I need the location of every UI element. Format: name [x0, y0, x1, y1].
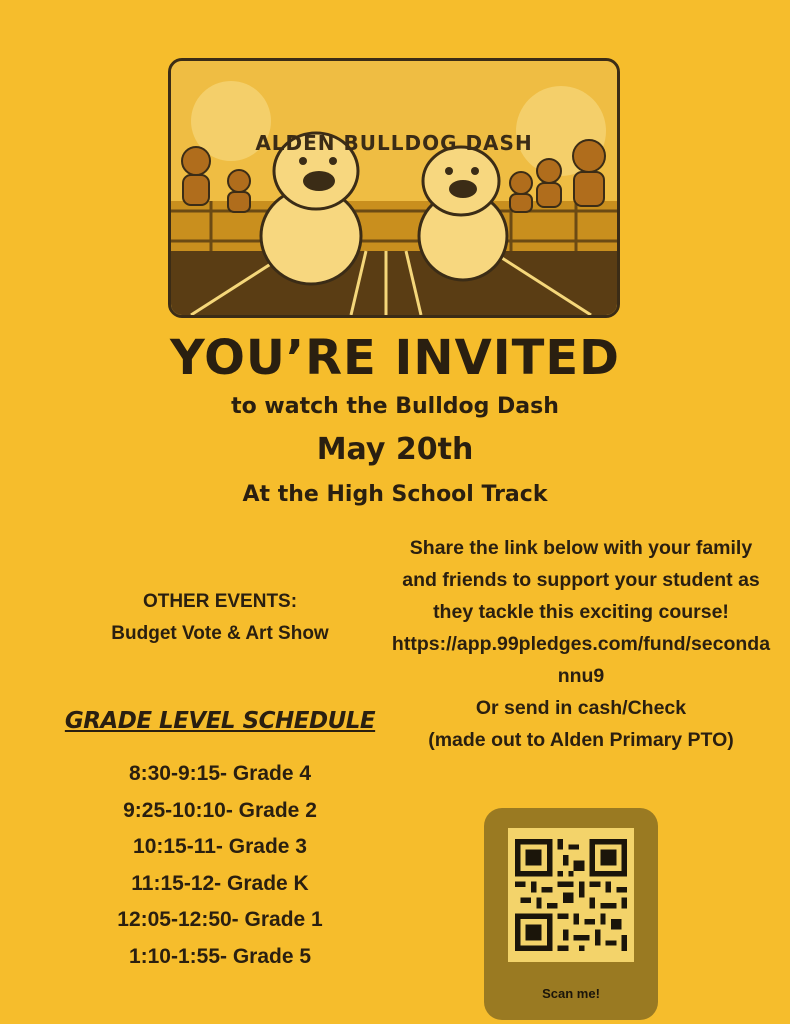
headline: YOU’RE INVITED: [170, 330, 620, 386]
grade-schedule: [60, 756, 380, 975]
payee-note: (made out to Alden Primary PTO): [428, 729, 734, 751]
schedule-title: GRADE LEVEL SCHEDULE: [64, 708, 376, 734]
schedule-item: 11:15-12- Grade K: [131, 871, 309, 895]
pledge-link[interactable]: https://app.99pledges.com/fund/secondannu9: [391, 633, 771, 687]
qr-code-icon: [515, 839, 627, 951]
qr-caption: Scan me!: [542, 986, 600, 1001]
subheadline: to watch the Bulldog Dash: [231, 394, 559, 419]
qr-code[interactable]: [508, 828, 634, 962]
bulldog-dash-illustration: [168, 58, 620, 318]
support-section: [390, 532, 772, 756]
schedule-item: 10:15-11- Grade 3: [133, 835, 307, 858]
other-events-text: Budget Vote & Art Show: [111, 623, 329, 644]
support-message: Share the link below with your family and friends to support your student as they tackle this exciting course!: [402, 537, 760, 623]
schedule-item: 12:05-12:50- Grade 1: [117, 908, 323, 931]
schedule-item: 1:10-1:55- Grade 5: [128, 944, 312, 968]
banner-title: ALDEN BULLDOG DASH: [255, 131, 533, 155]
schedule-item: 9:25-10:10- Grade 2: [123, 798, 317, 822]
cash-check-note: Or send in cash/Check: [475, 697, 687, 719]
event-date: May 20th: [316, 432, 474, 467]
other-events-label: OTHER EVENTS:: [142, 591, 298, 612]
schedule-item: 8:30-9:15- Grade 4: [128, 762, 312, 785]
event-venue: At the High School Track: [242, 482, 548, 507]
qr-card[interactable]: [484, 808, 658, 1020]
other-events: [60, 586, 380, 650]
